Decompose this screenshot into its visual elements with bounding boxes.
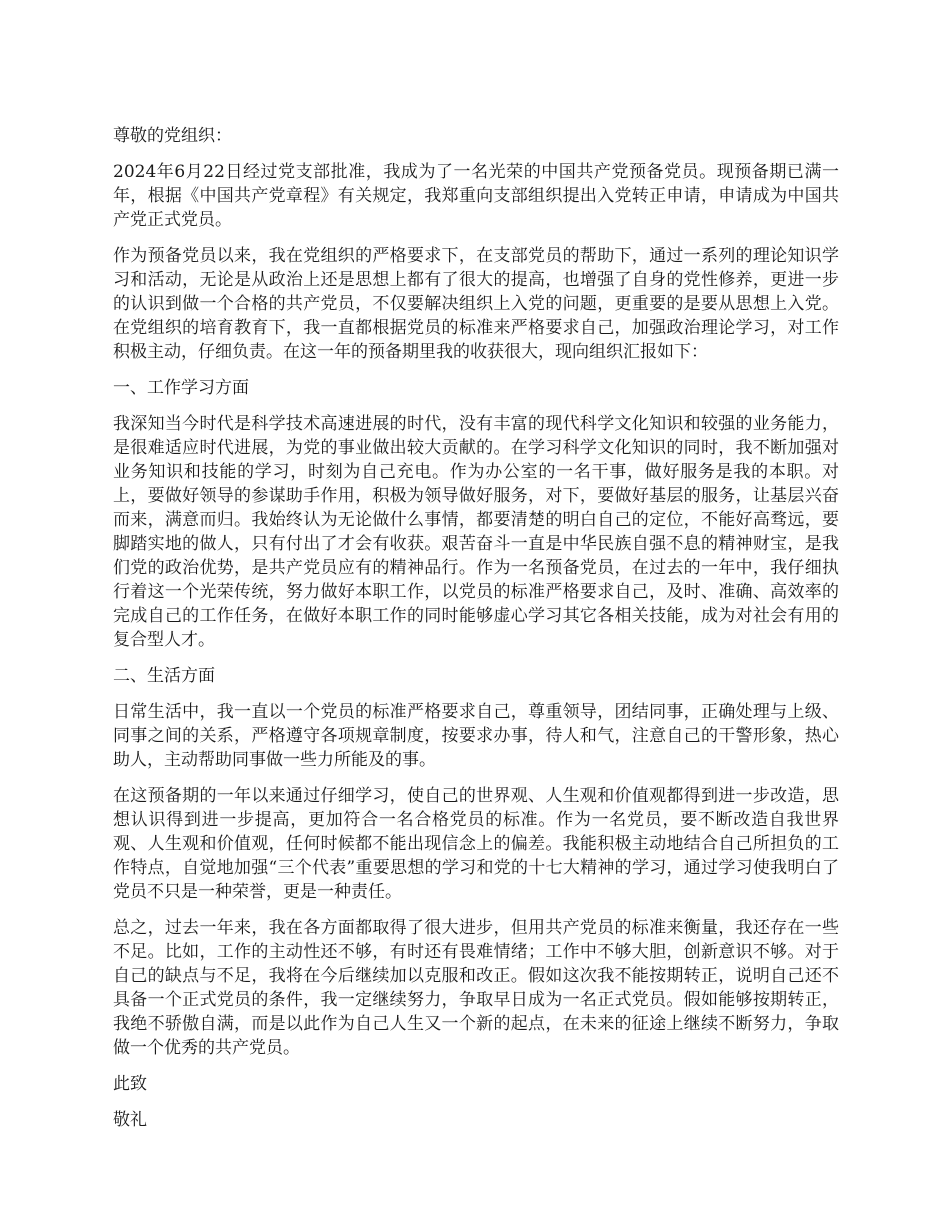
section-heading-life: 二、生活方面 bbox=[113, 666, 215, 686]
closing-line-1: 此致 bbox=[113, 1074, 147, 1094]
paragraph-intro: 2024年6月22日经过党支部批准，我成为了一名光荣的中国共产党预备党员。现预备期已满一年，根据《中国共产党章程》有关规定，我郑重向支部组织提出入党转正申请，申请成为中国共产党正式党员。 bbox=[113, 162, 839, 230]
letter-document bbox=[113, 124, 839, 1144]
closing-line-2: 敬礼 bbox=[113, 1110, 147, 1130]
paragraph-work-study: 我深知当今时代是科学技术高速进展的时代，没有丰富的现代科学文化知识和较强的业务能力，是很难适应时代进展，为党的事业做出较大贡献的。在学习科学文化知识的同时，我不断加强对业务知识和技能的学习，时刻为自己充电。作为办公室的一名干事，做好服务是我的本职。对上，要做好领导的参谋助手作用，积极为领导做好服务，对下，要做好基层的服务，让基层兴奋而来，满意而归。我始终认为无论做什么事情，都要清楚的明白自己的定位，不能好高骛远，要脚踏实地的做人，只有付出了才会有收获。艰苦奋斗一直是中华民族自强不息的精神财宝，是我们党的政治优势，是共产党员应有的精神品行。作为一名预备党员，在过去的一年中，我仔细执行着这一个光荣传统，努力做好本职工作，以党员的标准严格要求自己，及时、准确、高效率的完成自己的工作任务，在做好本职工作的同时能够虚心学习其它各相关技能，成为对社会有用的复合型人才。 bbox=[113, 414, 839, 650]
section-heading-work-study: 一、工作学习方面 bbox=[113, 378, 249, 398]
salutation: 尊敬的党组织： bbox=[113, 126, 232, 146]
paragraph-summary: 总之，过去一年来，我在各方面都取得了很大进步，但用共产党员的标准来衡量，我还存在一些不足。比如，工作的主动性还不够，有时还有畏难情绪；工作中不够大胆，创新意识不够。对于自己的缺点与不足，我将在今后继续加以克服和改正。假如这次我不能按期转正，说明自己还不具备一个正式党员的条件，我一定继续努力，争取早日成为一名正式党员。假如能够按期转正，我绝不骄傲自满，而是以此作为自己人生又一个新的起点，在未来的征途上继续不断努力，争取做一个优秀的共产党员。 bbox=[113, 918, 839, 1058]
paragraph-life: 日常生活中，我一直以一个党员的标准严格要求自己，尊重领导，团结同事，正确处理与上级、同事之间的关系，严格遵守各项规章制度，按要求办事，待人和气，注意自己的干警形象，热心助人，主动帮助同事做一些力所能及的事。 bbox=[113, 702, 839, 770]
paragraph-study-growth: 在这预备期的一年以来通过仔细学习，使自己的世界观、人生观和价值观都得到进一步改造，思想认识得到进一步提高，更加符合一名合格党员的标准。作为一名党员，要不断改造自我世界观、人生观和价值观，任何时候都不能出现信念上的偏差。我能积极主动地结合自己所担负的工作特点，自觉地加强“三个代表”重要思想的学习和党的十七大精神的学习，通过学习使我明白了党员不只是一种荣誉，更是一种责任。 bbox=[113, 786, 839, 902]
paragraph-overview: 作为预备党员以来，我在党组织的严格要求下，在支部党员的帮助下，通过一系列的理论知识学习和活动，无论是从政治上还是思想上都有了很大的提高，也增强了自身的党性修养，更进一步的认识到做一个合格的共产党员，不仅要解决组织上入党的问题，更重要的是要从思想上入党。在党组织的培育教育下，我一直都根据党员的标准来严格要求自己，加强政治理论学习，对工作积极主动，仔细负责。在这一年的预备期里我的收获很大，现向组织汇报如下： bbox=[113, 246, 839, 362]
